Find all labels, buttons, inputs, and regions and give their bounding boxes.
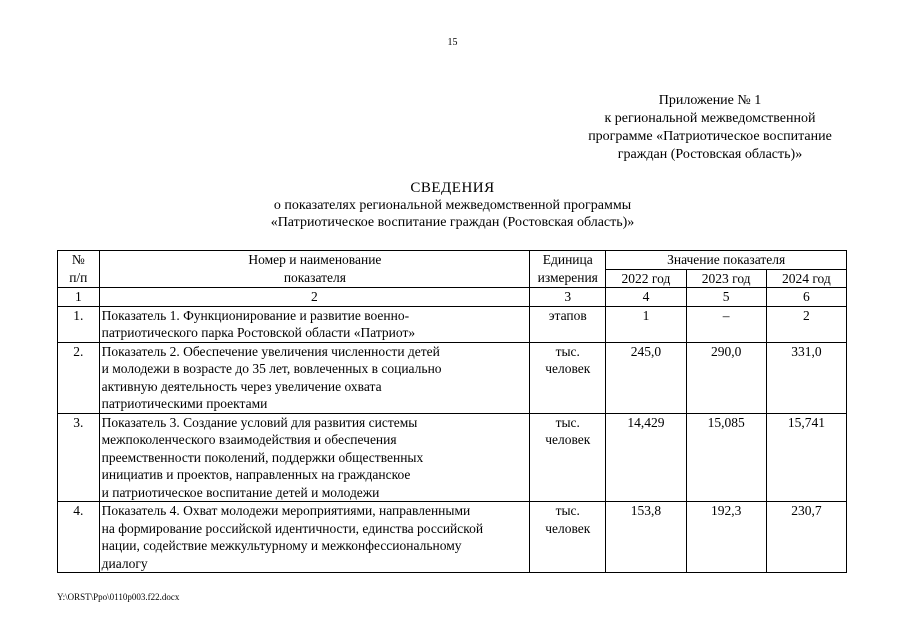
value-2023: – (686, 306, 766, 342)
value-2024: 230,7 (766, 502, 846, 573)
indicator-name (99, 306, 530, 342)
unit-line: тыс. (555, 343, 580, 359)
column-number: 2 (99, 288, 530, 307)
value-2022: 245,0 (606, 342, 686, 413)
value-2022: 1 (606, 306, 686, 342)
column-number: 1 (58, 288, 100, 307)
indicators-table (57, 250, 847, 573)
table-row (58, 342, 847, 413)
row-number: 1. (58, 306, 100, 342)
indicator-name-line: Показатель 1. Функционирование и развитие военно- (101, 307, 410, 323)
indicator-name (99, 342, 530, 413)
unit-line: человек (545, 520, 591, 536)
value-2022: 153,8 (606, 502, 686, 573)
row-number: 4. (58, 502, 100, 573)
appendix-line: программе «Патриотическое воспитание (588, 129, 832, 144)
header-unit-line: Единица (542, 252, 593, 267)
header-year: 2022 год (606, 269, 686, 288)
value-2023: 192,3 (686, 502, 766, 573)
column-number: 4 (606, 288, 686, 307)
column-numbers-row (58, 288, 847, 307)
unit-line: этапов (548, 307, 587, 323)
indicator-name-line: межпоколенческого взаимодействия и обеспечения (101, 432, 397, 447)
value-2023: 290,0 (686, 342, 766, 413)
row-number: 3. (58, 413, 100, 502)
unit-line: тыс. (555, 414, 580, 430)
unit-line: человек (545, 432, 591, 447)
indicator-name-line: инициатив и проектов, направленных на гражданское (101, 467, 411, 482)
table-row (58, 306, 847, 342)
unit-cell (530, 306, 606, 342)
unit-cell (530, 502, 606, 573)
indicator-name-line: патриотического парка Ростовской области «Патриот» (101, 325, 416, 340)
indicator-name-line: диалогу (101, 555, 148, 571)
indicator-name (99, 502, 530, 573)
column-number: 3 (530, 288, 606, 307)
appendix-heading (560, 92, 860, 164)
title-subtitle-line: о показателях региональной межведомственной программы (273, 198, 632, 213)
indicator-name-line: патриотическими проектами (101, 396, 268, 411)
header-values-group: Значение показателя (606, 251, 847, 270)
header-year: 2024 год (766, 269, 846, 288)
appendix-line: Приложение № 1 (658, 93, 762, 108)
indicator-name-line: Показатель 4. Охват молодежи мероприятиями, направленными (101, 503, 471, 518)
indicator-name-line: Показатель 2. Обеспечение увеличения численности детей (101, 343, 440, 359)
footer-file-path: Y:\ORST\Ppo\0110p003.f22.docx (57, 592, 180, 602)
value-2024: 331,0 (766, 342, 846, 413)
value-2022: 14,429 (606, 413, 686, 502)
indicator-name-line: преемственности поколений, поддержки общественных (101, 449, 424, 465)
indicator-name-line: активную деятельность через увеличение охвата (101, 378, 382, 394)
header-unit (530, 251, 606, 288)
indicator-name-line: на формирование российской идентичности, единства российской (101, 520, 484, 536)
page-number: 15 (447, 37, 458, 48)
column-number: 5 (686, 288, 766, 307)
header-name (99, 251, 530, 288)
indicator-name-line: Показатель 3. Создание условий для развития системы (101, 414, 418, 430)
appendix-line: граждан (Ростовская область)» (617, 147, 803, 162)
header-num-line: п/п (69, 269, 88, 285)
header-name-line: Номер и наименование (248, 252, 382, 267)
indicator-name-line: и патриотическое воспитание детей и молодежи (101, 484, 380, 500)
document-title (0, 180, 905, 231)
unit-cell (530, 413, 606, 502)
header-unit-line: измерения (537, 269, 598, 285)
header-name-line: показателя (283, 269, 346, 285)
row-number: 2. (58, 342, 100, 413)
column-number: 6 (766, 288, 846, 307)
unit-line: человек (545, 361, 591, 376)
title-subtitle-line: «Патриотическое воспитание граждан (Ростовская область)» (270, 215, 635, 230)
header-num-line: № (71, 252, 85, 267)
unit-line: тыс. (555, 503, 580, 518)
title-main: СВЕДЕНИЯ (410, 180, 495, 196)
table-header-row (58, 251, 847, 270)
table-row (58, 502, 847, 573)
value-2024: 2 (766, 306, 846, 342)
value-2024: 15,741 (766, 413, 846, 502)
header-year: 2023 год (686, 269, 766, 288)
header-num (58, 251, 100, 288)
unit-cell (530, 342, 606, 413)
table-row (58, 413, 847, 502)
appendix-line: к региональной межведомственной (604, 111, 816, 126)
value-2023: 15,085 (686, 413, 766, 502)
indicator-name-line: нации, содействие межкультурному и межконфессиональному (101, 538, 462, 553)
indicator-name-line: и молодежи в возрасте до 35 лет, вовлеченных в социально (101, 361, 442, 376)
indicator-name (99, 413, 530, 502)
